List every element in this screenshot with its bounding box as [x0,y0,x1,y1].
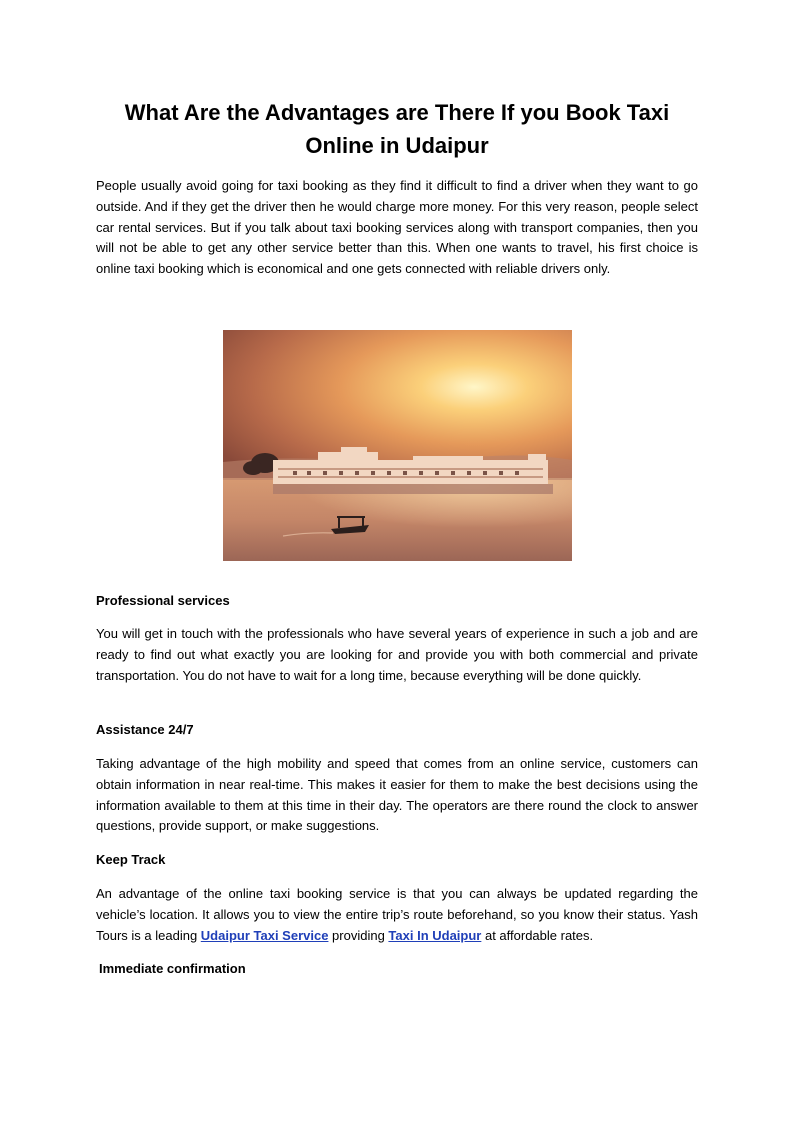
section-heading-keep-track: Keep Track [96,852,166,867]
section-body-keep-track [96,884,698,946]
intro-paragraph: People usually avoid going for taxi booking as they find it difficult to find a driver when they want to go outside. And if they get the driver then he would charge more money. For this very reason, people select car rental services. But if you talk about taxi booking services along with transport companies, then you will not be able to get any other service better than this. When one wants to travel, his first choice is online taxi booking which is economical and one gets connected with reliable drivers only. [96,178,698,277]
taxi-in-udaipur-link[interactable]: Taxi In Udaipur [388,927,482,943]
section-heading-assistance: Assistance 24/7 [96,722,194,737]
page-title: What Are the Advantages are There If you Book Taxi Online in Udaipur [124,100,670,158]
keep-track-text-end: at affordable rates. [481,927,594,943]
keep-track-text-start: An advantage of the online taxi booking service is that you can always be updated regarding the vehicle’s location. It allows you to view the entire trip’s route beforehand, so you know their status. Yash Tours is a leading [96,886,698,943]
section-body-professional-services: You will get in touch with the professionals who have several years of experience in such a job and are ready to find out what exactly you are looking for and provide you with both commercial and private transportation. You do not have to wait for a long time, because everything will be done quickly. [96,626,698,683]
udaipur-taxi-service-link[interactable]: Udaipur Taxi Service [200,927,329,943]
keep-track-text-mid: providing [328,927,389,943]
section-body-assistance: Taking advantage of the high mobility and speed that comes from an online service, customers can obtain information in near real-time. This makes it easier for them to make the best decisions using the information available to them at this time in their day. The operators are there round the clock to answer questions, provide support, or make suggestions. [96,756,698,834]
section-heading-immediate-confirmation: Immediate confirmation [99,961,246,976]
lake-palace-photo [223,330,572,561]
section-heading-professional-services: Professional services [96,593,230,608]
